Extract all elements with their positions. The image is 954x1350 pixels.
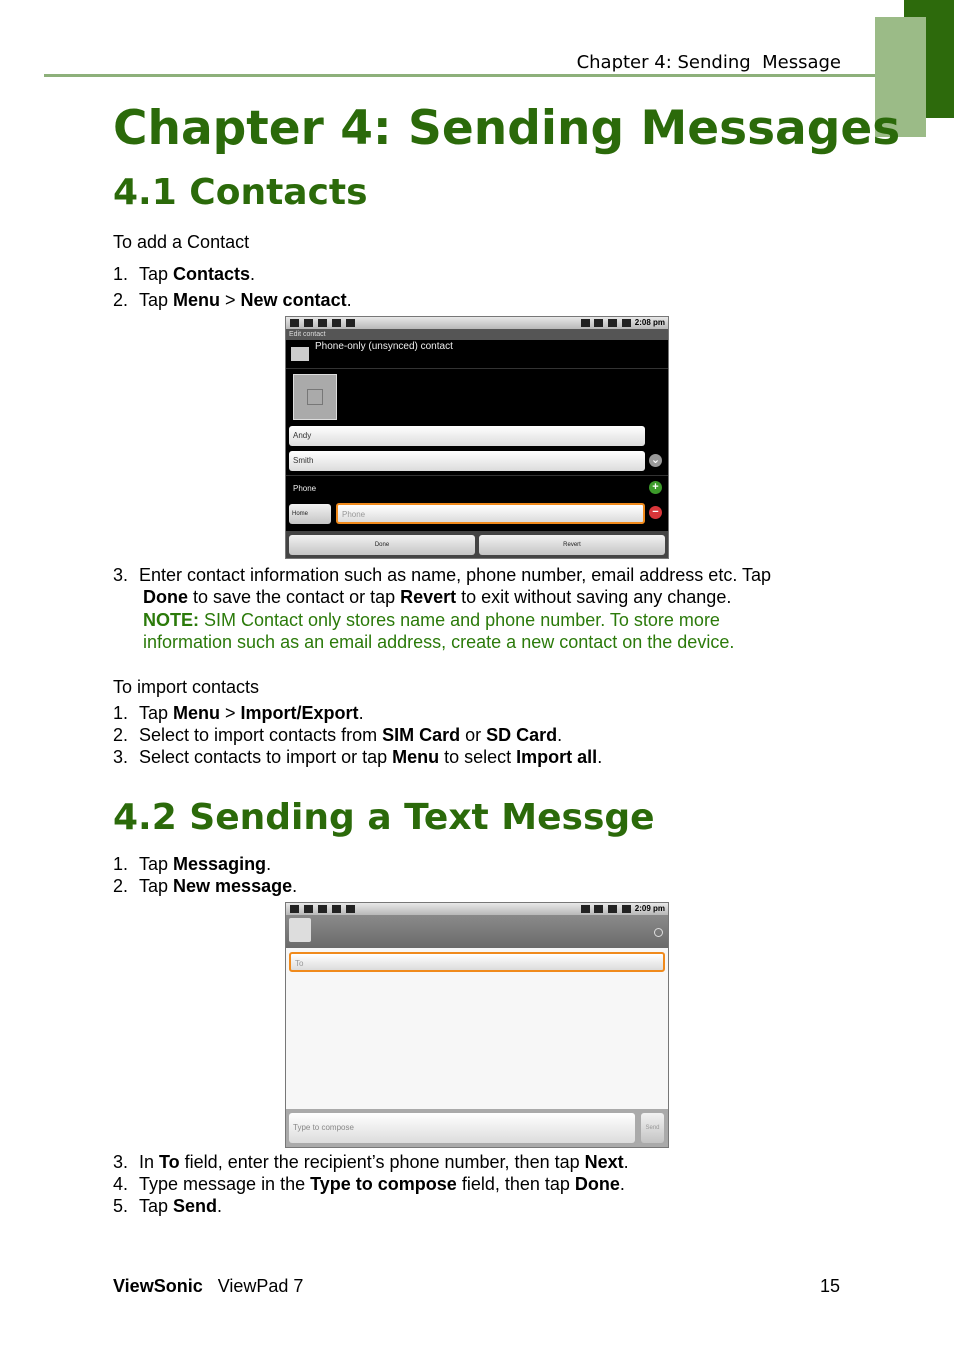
- send-button[interactable]: Send: [641, 1113, 664, 1143]
- mail-icon: [318, 319, 327, 327]
- usb-icon: [332, 319, 341, 327]
- expand-name-icon[interactable]: ⌄: [650, 454, 661, 466]
- status-dot-icon: [654, 928, 663, 937]
- account-icon: [291, 347, 309, 361]
- page-number: 15: [819, 1276, 840, 1296]
- clock: 2:08 pm: [634, 318, 665, 327]
- mail-icon: [318, 905, 327, 913]
- to-field[interactable]: To: [289, 952, 665, 972]
- add-contact-intro: To add a Contact: [113, 232, 250, 252]
- compose-field[interactable]: Type to compose: [289, 1113, 635, 1143]
- account-type: Phone-only (unsynced) contact: [315, 341, 453, 352]
- warning-icon: [346, 905, 355, 913]
- contact-photo-button[interactable]: [293, 374, 337, 420]
- header-rule: [44, 74, 875, 77]
- usb-icon: [332, 905, 341, 913]
- divider: [286, 368, 668, 369]
- phone-number-input[interactable]: Phone: [336, 503, 645, 524]
- list-item: 1. Tap Menu > Import/Export.: [113, 703, 364, 723]
- remove-phone-icon[interactable]: −: [649, 506, 662, 519]
- list-item: 4. Type message in the Type to compose field, then tap Done.: [113, 1174, 625, 1194]
- done-button[interactable]: Done: [289, 535, 475, 555]
- list-item-continuation: Done to save the contact or tap Revert to exit without saving any change.: [143, 587, 732, 607]
- last-name-field[interactable]: Smith: [289, 451, 645, 471]
- divider: [286, 475, 668, 476]
- signal-icon: [594, 319, 603, 327]
- phone-type-select[interactable]: Home: [289, 504, 331, 524]
- edit-contact-screenshot: [285, 316, 669, 559]
- chapter-title: Chapter 4: Sending Messages: [113, 101, 901, 156]
- alarm-icon: [622, 905, 631, 913]
- list-item: 2. Select to import contacts from SIM Card or SD Card.: [113, 725, 563, 745]
- revert-button[interactable]: Revert: [479, 535, 665, 555]
- list-item: 5. Tap Send.: [113, 1196, 223, 1216]
- clock: 2:09 pm: [634, 904, 665, 913]
- new-message-screenshot: [285, 902, 669, 1148]
- running-head: Chapter 4: Sending Message: [576, 52, 841, 73]
- notification-icon: [304, 905, 313, 913]
- list-item: 1. Tap Messaging.: [113, 854, 272, 874]
- phone-section-label: Phone: [293, 484, 317, 493]
- contact-avatar: [289, 918, 311, 942]
- warning-icon: [346, 319, 355, 327]
- notification-icon: [304, 319, 313, 327]
- add-phone-icon[interactable]: +: [649, 481, 662, 494]
- title-bar: Edit contact: [286, 329, 669, 340]
- list-item: 2. Tap New message.: [113, 876, 298, 896]
- note-text: NOTE: SIM Contact only stores name and phone number. To store more: [143, 610, 720, 630]
- sim-icon: [581, 319, 590, 327]
- list-item: 3. Enter contact information such as name, phone number, email address etc. Tap: [113, 565, 772, 585]
- list-item: 2. Tap Menu > New contact.: [113, 290, 352, 310]
- warning-icon: [290, 319, 299, 327]
- status-bar: [286, 317, 668, 329]
- section-title-contacts: 4.1 Contacts: [113, 172, 368, 213]
- battery-icon: [608, 905, 617, 913]
- list-item: 3. In To field, enter the recipient’s phone number, then tap Next.: [113, 1152, 629, 1172]
- note-text: information such as an email address, create a new contact on the device.: [143, 632, 735, 652]
- sim-icon: [581, 905, 590, 913]
- battery-icon: [608, 319, 617, 327]
- import-intro: To import contacts: [113, 677, 260, 697]
- warning-icon: [290, 905, 299, 913]
- footer-brand: ViewSonic ViewPad 7: [113, 1276, 304, 1296]
- section-title-text-message: 4.2 Sending a Text Messge: [113, 797, 655, 838]
- list-item: 1. Tap Contacts.: [113, 264, 256, 284]
- alarm-icon: [622, 319, 631, 327]
- message-header: [286, 915, 668, 948]
- signal-icon: [594, 905, 603, 913]
- status-bar: [286, 903, 668, 915]
- picture-icon: [307, 389, 323, 405]
- header-tab-dark: [926, 0, 954, 118]
- first-name-field[interactable]: Andy: [289, 426, 645, 446]
- list-item: 3. Select contacts to import or tap Menu to select Import all.: [113, 747, 603, 767]
